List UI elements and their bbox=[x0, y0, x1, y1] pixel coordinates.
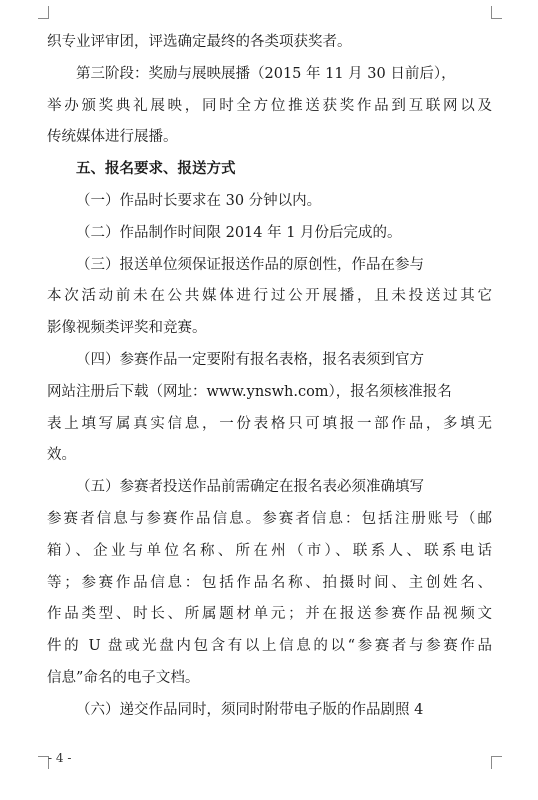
text-line: 影像视频类评奖和竞赛。 bbox=[47, 320, 207, 337]
text-line: 件的 U 盘或光盘内包含有以上信息的以“参赛者与参赛作品 bbox=[47, 638, 492, 655]
page-number: - 4 - bbox=[48, 751, 72, 765]
text-line: （三）报送单位须保证报送作品的原创性，作品在参与 bbox=[76, 256, 424, 273]
crop-mark-top-right bbox=[491, 6, 502, 19]
section-heading: 五、报名要求、报送方式 bbox=[76, 161, 236, 178]
text-line: （四）参赛作品一定要附有报名表格，报名表须到官方 bbox=[76, 351, 424, 368]
text-line: 效。 bbox=[47, 447, 76, 464]
crop-mark-top-left bbox=[38, 6, 49, 19]
text-line: 箱）、企业与单位名称、所在州（市）、联系人、联系电话 bbox=[47, 542, 492, 559]
text-line: 网站注册后下载（网址：www.ynswh.com），报名须核准报名 bbox=[47, 383, 452, 400]
text-line: 第三阶段：奖励与展映展播（2015 年 11 月 30 日前后）， bbox=[76, 65, 456, 82]
text-line: 作品类型、时长、所属题材单元；并在报送参赛作品视频文 bbox=[47, 606, 492, 623]
text-line: 织专业评审团，评选确定最终的各类项获奖者。 bbox=[47, 34, 352, 50]
text-line: （一）作品时长要求在 30 分钟以内。 bbox=[76, 192, 322, 209]
text-line: 信息”命名的电子文档。 bbox=[47, 669, 200, 686]
text-line: 举办颁奖典礼展映，同时全方位推送获奖作品到互联网以及 bbox=[47, 97, 492, 114]
text-line: （五）参赛者投送作品前需确定在报名表必须准确填写 bbox=[76, 479, 424, 496]
text-line: （六）递交作品同时，须同时附带电子版的作品剧照 4 bbox=[76, 701, 424, 718]
crop-mark-bottom-right bbox=[491, 756, 502, 769]
document-body bbox=[47, 27, 492, 727]
text-line: 传统媒体进行展播。 bbox=[47, 129, 178, 146]
text-line: 本次活动前未在公共媒体进行过公开展播，且未投送过其它 bbox=[47, 288, 492, 305]
text-line: 表上填写属真实信息，一份表格只可填报一部作品，多填无 bbox=[47, 415, 492, 432]
text-line: 等；参赛作品信息：包括作品名称、拍摄时间、主创姓名、 bbox=[47, 574, 492, 591]
text-line: 参赛者信息与参赛作品信息。参赛者信息：包括注册账号（邮 bbox=[47, 510, 492, 527]
text-line: （二）作品制作时间限 2014 年 1 月份后完成的。 bbox=[76, 224, 402, 241]
